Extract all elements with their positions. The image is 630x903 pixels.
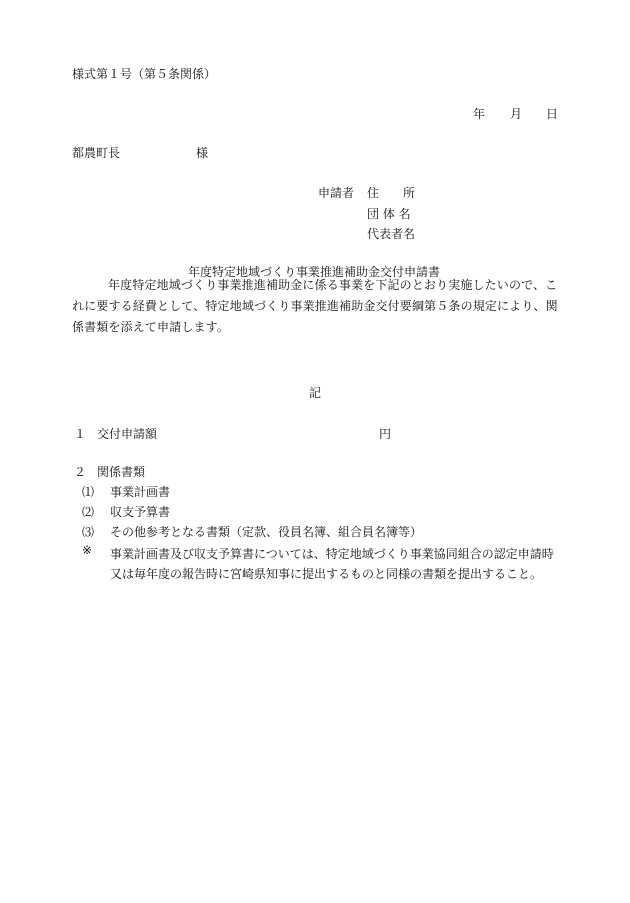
address-label: 住 所 — [367, 186, 416, 200]
group-name-label: 団 体 名 — [367, 207, 411, 221]
date-month-label: 月 — [510, 107, 523, 121]
body-paragraph: 年度特定地域づくり事業推進補助金に係る事業を下記のとおり実施したいので、これに要する経費として、特定地域づくり事業推進補助金交付要綱第５条の規定により、関係書類を添えて申請します。 — [72, 278, 558, 334]
list-item-text: 事業計画書 — [110, 485, 171, 499]
date-day-label: 日 — [546, 107, 559, 121]
representative-label: 代表者名 — [367, 227, 416, 241]
list-item-marker: ⑶ — [82, 525, 95, 539]
ki-heading: 記 — [309, 386, 322, 400]
section1-label: 交付申請額 — [97, 427, 158, 441]
section1-number: １ — [74, 427, 87, 441]
addressee-title: 都農町長 — [72, 146, 121, 160]
document-title: 年度特定地域づくり事業推進補助金交付申請書 — [188, 265, 441, 279]
list-item-text: その他参考となる書類（定款、役員名簿、組合員名簿等） — [110, 525, 423, 539]
section1-unit: 円 — [379, 427, 392, 441]
date-year-label: 年 — [473, 107, 486, 121]
form-number: 様式第１号（第５条関係） — [72, 67, 217, 81]
note-mark: ※ — [82, 543, 93, 557]
note-text: 事業計画書及び収支予算書については、特定地域づくり事業協同組合の認定申請時又は毎年度の報告時に宮崎県知事に提出するものと同様の書類を提出すること。 — [110, 547, 554, 581]
section2-number: ２ — [74, 465, 87, 479]
section2-label: 関係書類 — [97, 465, 146, 479]
addressee-honorific: 様 — [196, 146, 209, 160]
list-item-marker: ⑵ — [82, 505, 95, 519]
list-item-marker: ⑴ — [82, 485, 95, 499]
applicant-label: 申請者 — [318, 186, 355, 200]
list-item-text: 収支予算書 — [110, 505, 171, 519]
